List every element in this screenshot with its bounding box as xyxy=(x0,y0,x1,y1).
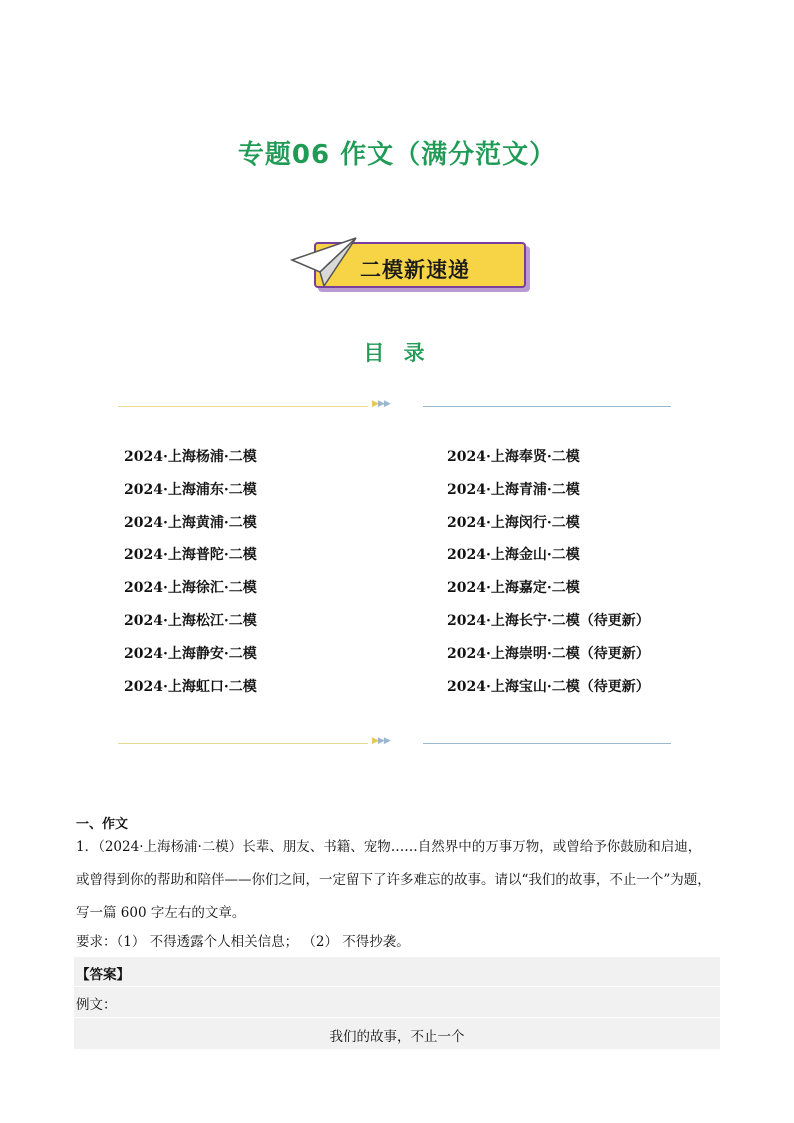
answer-label: 【答案】 xyxy=(76,967,130,983)
essay-title: 我们的故事，不止一个 xyxy=(329,1029,465,1045)
toc-item[interactable]: 2024·上海徐汇·二模 xyxy=(124,580,257,597)
answer-row xyxy=(74,957,720,986)
section-heading: 一、作文 xyxy=(76,817,129,832)
toc-item[interactable]: 2024·上海虹口·二模 xyxy=(124,678,257,695)
paper-plane-icon xyxy=(290,232,360,288)
toc-item[interactable]: 2024·上海闵行·二模 xyxy=(447,514,580,531)
toc-divider-top xyxy=(118,399,671,412)
toc-heading: 目 录 xyxy=(363,341,431,365)
example-label: 例文： xyxy=(76,997,117,1013)
question-text: 写一篇 600 字左右的文章。 xyxy=(76,905,246,921)
toc-list-right xyxy=(447,446,650,708)
arrow-icon: ▶▶▶ xyxy=(372,399,390,409)
toc-list-left xyxy=(124,446,257,708)
toc-item[interactable]: 2024·上海浦东·二模 xyxy=(124,481,257,498)
toc-item[interactable]: 2024·上海静安·二模 xyxy=(124,645,257,662)
requirements-text: 要求：（1） 不得透露个人相关信息； （2） 不得抄袭。 xyxy=(76,934,410,950)
arrow-icon: ▶▶▶ xyxy=(372,736,390,746)
question-text: 1．（2024·上海杨浦·二模）长辈、朋友、书籍、宠物……自然界中的万事万物，或曾给予你鼓励和启迪， xyxy=(76,839,702,855)
badge xyxy=(290,232,540,296)
badge-label: 二模新速递 xyxy=(360,258,470,282)
toc-divider-bottom xyxy=(118,736,671,749)
toc-item[interactable]: 2024·上海崇明·二模（待更新） xyxy=(447,645,650,662)
toc-item[interactable]: 2024·上海杨浦·二模 xyxy=(124,449,257,465)
toc-item[interactable]: 2024·上海嘉定·二模 xyxy=(447,580,580,597)
toc-item[interactable]: 2024·上海黄浦·二模 xyxy=(124,514,257,531)
toc-item[interactable]: 2024·上海宝山·二模（待更新） xyxy=(447,678,650,695)
document-title: 专题06 作文（满分范文） xyxy=(237,140,557,170)
essay-title-row xyxy=(74,1018,720,1049)
toc-item[interactable]: 2024·上海松江·二模 xyxy=(124,612,257,629)
toc-item[interactable]: 2024·上海青浦·二模 xyxy=(447,481,580,498)
toc-item[interactable]: 2024·上海普陀·二模 xyxy=(124,547,257,564)
question-text: 或曾得到你的帮助和陪伴——你们之间，一定留下了许多难忘的故事。请以“我们的故事，不止一个”为题， xyxy=(76,872,711,888)
example-row xyxy=(74,987,720,1017)
toc-item[interactable]: 2024·上海长宁·二模（待更新） xyxy=(447,612,650,629)
toc-item[interactable]: 2024·上海金山·二模 xyxy=(447,547,580,564)
toc-item[interactable]: 2024·上海奉贤·二模 xyxy=(447,449,580,465)
